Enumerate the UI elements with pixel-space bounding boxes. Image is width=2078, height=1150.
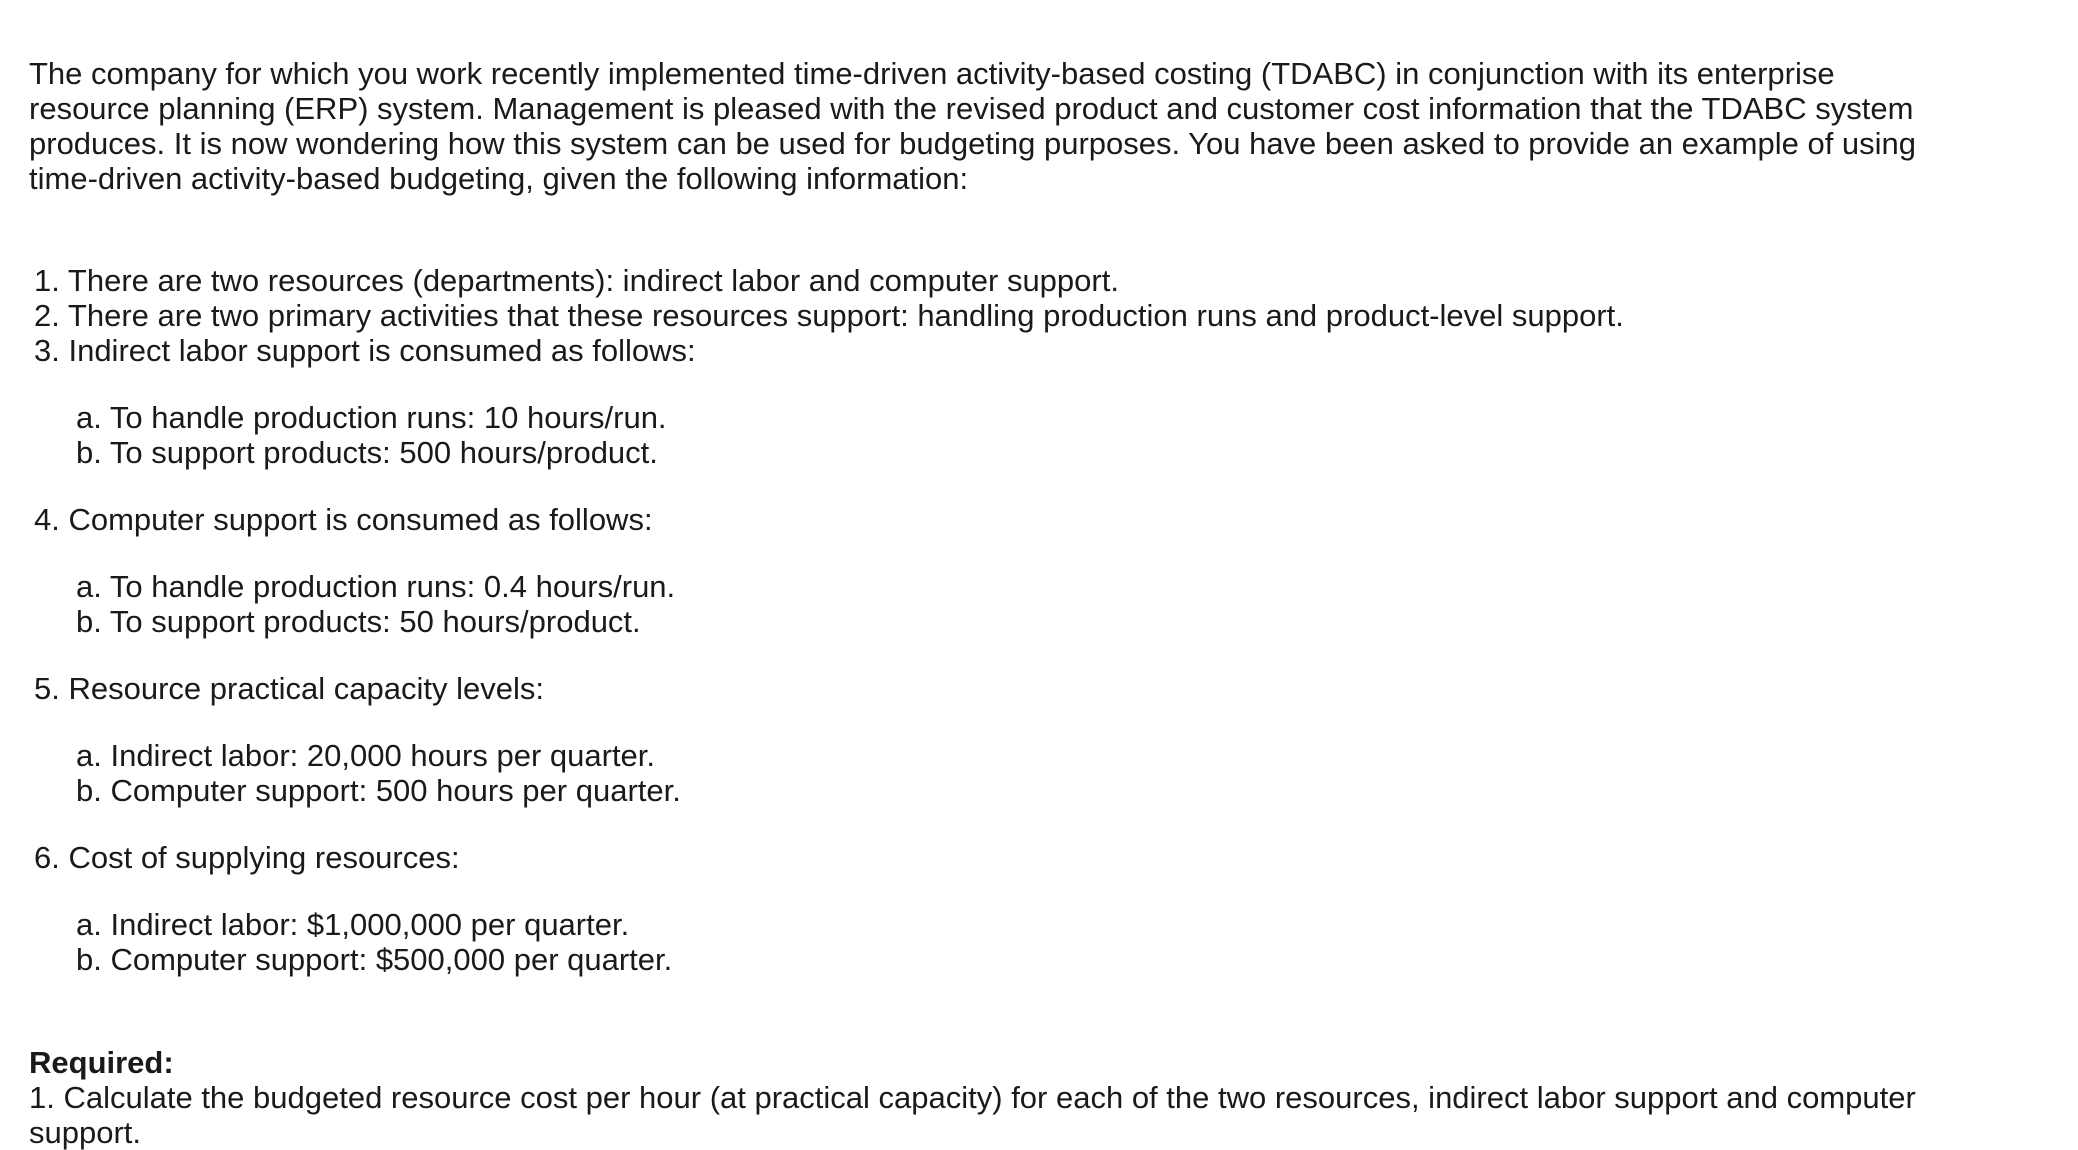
list-item-4b: b. To support products: 50 hours/product. — [76, 604, 641, 639]
intro-paragraph: The company for which you work recently implemented time-driven activity-based costing (TDABC) in conjunction with its enterprise resource planning (ERP) system. Management is pleased with the revised product and customer cost information that the TDABC system produces. It is now wondering how this system can be used for budgeting purposes. You have been asked to provide an example of using time-driven activity-based budgeting, given the following information: — [29, 56, 1917, 196]
list-item-1: 1. There are two resources (departments): indirect labor and computer support. — [34, 263, 1119, 298]
list-item-5: 5. Resource practical capacity levels: — [34, 671, 545, 706]
list-item-4a: a. To handle production runs: 0.4 hours/run. — [76, 569, 676, 604]
list-item-2: 2. There are two primary activities that these resources support: handling production runs and product-level support. — [34, 298, 1624, 333]
required-heading: Required: — [29, 1045, 174, 1080]
list-item-5b: b. Computer support: 500 hours per quarter. — [76, 773, 681, 808]
list-item-6: 6. Cost of supplying resources: — [34, 840, 460, 875]
list-item-6a: a. Indirect labor: $1,000,000 per quarter. — [76, 907, 630, 942]
list-item-3a: a. To handle production runs: 10 hours/run. — [76, 400, 667, 435]
list-item-4: 4. Computer support is consumed as follows: — [34, 502, 653, 537]
list-item-5a: a. Indirect labor: 20,000 hours per quarter. — [76, 738, 656, 773]
list-item-6b: b. Computer support: $500,000 per quarter. — [76, 942, 673, 977]
list-item-3: 3. Indirect labor support is consumed as follows: — [34, 333, 696, 368]
list-item-3b: b. To support products: 500 hours/product. — [76, 435, 658, 470]
required-item-1: 1. Calculate the budgeted resource cost per hour (at practical capacity) for each of the two resources, indirect labor support and computer support. — [29, 1080, 1916, 1150]
